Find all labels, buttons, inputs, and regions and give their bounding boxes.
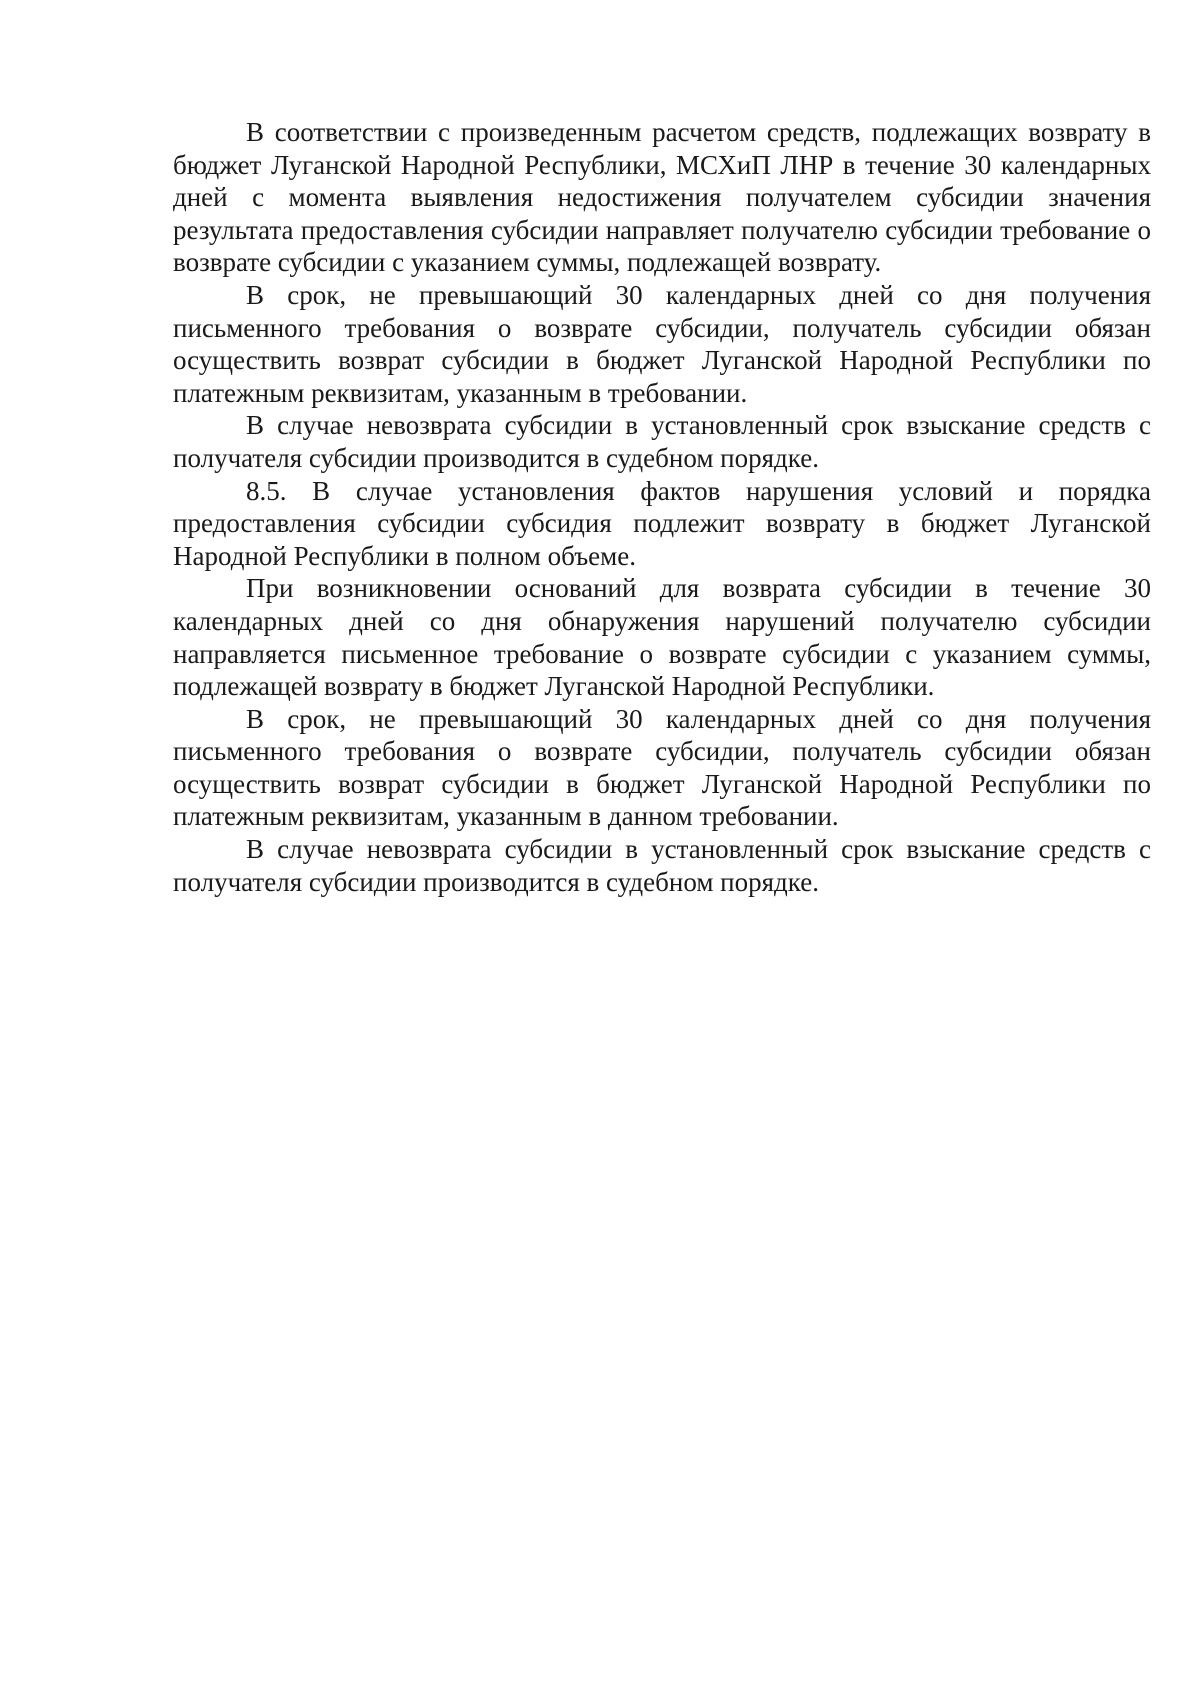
paragraph-refund-deadline: В срок, не превышающий 30 календарных дней со дня получения письменного требования о возврате субсидии, получатель субсидии обязан осуществить возврат субсидии в бюджет Луганской Народной Республики по платежным реквизитам, указанным в требовании. (173, 279, 1151, 408)
paragraph-judicial-recovery-2: В случае невозврата субсидии в установленный срок взыскание средств с получателя субсидии производится в судебном порядке. (173, 834, 1151, 897)
paragraph-clause-8-5: 8.5. В случае установления фактов нарушения условий и порядка предоставления субсидии субсидия подлежит возврату в бюджет Луганской Народной Республики в полном объеме. (173, 475, 1151, 571)
paragraph-refund-grounds: При возникновении оснований для возврата субсидии в течение 30 календарных дней со дня обнаружения нарушений получателю субсидии направляется письменное требование о возврате субсидии с указанием суммы, подлежащей возврату в бюджет Луганской Народной Республики. (173, 573, 1151, 702)
paragraph-refund-calculation: В соответствии с произведенным расчетом средств, подлежащих возврату в бюджет Луганской Народной Республики, МСХиП ЛНР в течение 30 календарных дней с момента выявления недостижения получателем субсидии значения результата предоставления субсидии направляет получателю субсидии требование о возврате субсидии с указанием суммы, подлежащей возврату. (173, 117, 1151, 278)
paragraph-refund-deadline-2: В срок, не превышающий 30 календарных дней со дня получения письменного требования о возврате субсидии, получатель субсидии обязан осуществить возврат субсидии в бюджет Луганской Народной Республики по платежным реквизитам, указанным в данном требовании. (173, 703, 1151, 832)
document-body (173, 116, 1151, 898)
paragraph-judicial-recovery: В случае невозврата субсидии в установленный срок взыскание средств с получателя субсидии производится в судебном порядке. (173, 410, 1151, 473)
